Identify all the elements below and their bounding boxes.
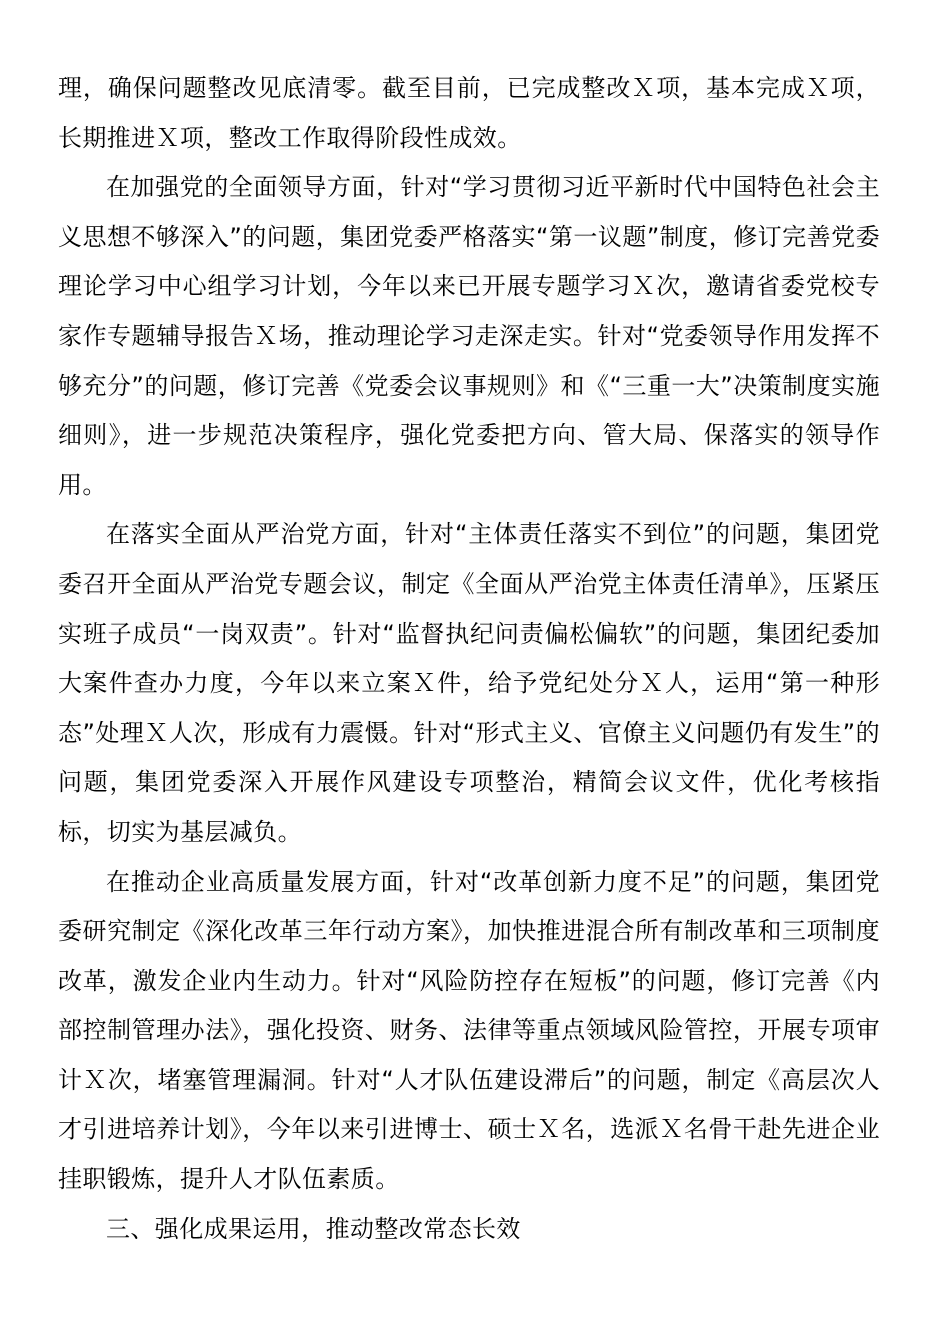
paragraph-party-leadership: 在加强党的全面领导方面，针对“学习贯彻习近平新时代中国特色社会主义思想不够深入”的问题，集团党委严格落实“第一议题”制度，修订完善党委理论学习中心组学习计划，今年以来已开展专题学习Ｘ次，邀请省委党校专家作专题辅导报告Ｘ场，推动理论学习走深走实。针对“党委领导作用发挥不够充分”的问题，修订完善《党委会议事规则》和《“三重一大”决策制度实施细则》，进一步规范决策程序，强化党委把方向、管大局、保落实的领导作用。 bbox=[58, 173, 880, 499]
paragraph-strict-governance: 在落实全面从严治党方面，针对“主体责任落实不到位”的问题，集团党委召开全面从严治党专题会议，制定《全面从严治党主体责任清单》，压紧压实班子成员“一岗双责”。针对“监督执纪问责偏松偏软”的问题，集团纪委加大案件查办力度，今年以来立案Ｘ件，给予党纪处分Ｘ人，运用“第一种形态”处理Ｘ人次，形成有力震慑。针对“形式主义、官僚主义问题仍有发生”的问题，集团党委深入开展作风建设专项整治，精简会议文件，优化考核指标，切实为基层减负。 bbox=[58, 520, 880, 846]
document-body bbox=[58, 64, 880, 1254]
paragraph-continuation: 理，确保问题整改见底清零。截至目前，已完成整改Ｘ项，基本完成Ｘ项，长期推进Ｘ项，整改工作取得阶段性成效。 bbox=[58, 74, 880, 152]
paragraph-high-quality-development: 在推动企业高质量发展方面，针对“改革创新力度不足”的问题，集团党委研究制定《深化改革三年行动方案》，加快推进混合所有制改革和三项制度改革，激发企业内生动力。针对“风险防控存在短板”的问题，修订完善《内部控制管理办法》，强化投资、财务、法律等重点领域风险管控，开展专项审计Ｘ次，堵塞管理漏洞。针对“人才队伍建设滞后”的问题，制定《高层次人才引进培养计划》，今年以来引进博士、硕士Ｘ名，选派Ｘ名骨干赴先进企业挂职锻炼，提升人才队伍素质。 bbox=[58, 867, 880, 1194]
section-heading: 三、强化成果运用，推动整改常态长效 bbox=[106, 1214, 521, 1243]
